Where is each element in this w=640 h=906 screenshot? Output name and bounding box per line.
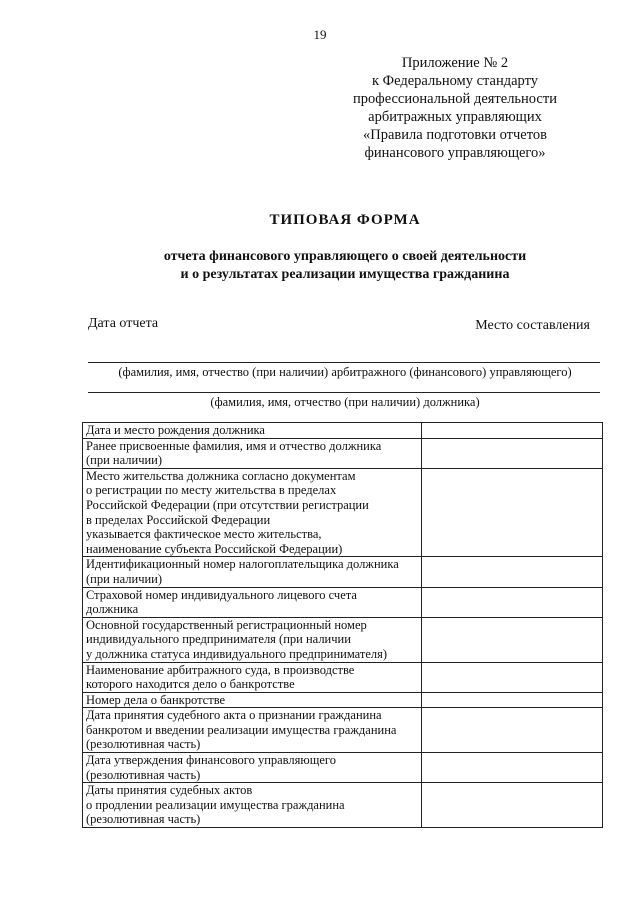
document-subtitle: [90, 248, 600, 284]
row-label: Даты принятия судебных актов о продлении реализации имущества гражданина (резолютивная часть): [83, 783, 422, 828]
row-value: [422, 557, 603, 587]
row-value: [422, 708, 603, 753]
table-row: [83, 708, 603, 753]
row-label: Идентификационный номер налогоплательщика должника (при наличии): [83, 557, 422, 587]
row-value: [422, 753, 603, 783]
row-label: Дата и место рождения должника: [83, 423, 422, 439]
table-row: [83, 692, 603, 708]
page-number: 19: [313, 27, 327, 42]
row-value: [422, 587, 603, 617]
row-label: Страховой номер индивидуального лицевого счета должника: [83, 587, 422, 617]
appendix-line: Приложение № 2: [401, 55, 509, 71]
appendix-line: арбитражных управляющих: [368, 109, 542, 125]
row-value: [422, 468, 603, 557]
appendix-line: профессиональной деятельности: [353, 91, 557, 107]
debtor-name-line: [88, 392, 600, 393]
row-value: [422, 662, 603, 692]
debtor-info-table: [82, 422, 603, 828]
table-row: [83, 783, 603, 828]
row-value: [422, 783, 603, 828]
appendix-header: [330, 54, 580, 162]
table-row: [83, 468, 603, 557]
row-label: Номер дела о банкротстве: [83, 692, 422, 708]
debtor-caption: (фамилия, имя, отчество (при наличии) должника): [210, 395, 480, 409]
table-row: [83, 438, 603, 468]
row-label: Место жительства должника согласно документам о регистрации по месту жительства в пределах Российской Федерации (при отсутствии регистрации в пределах Российской Федерации указывается фактическое место жительства, наименование субъекта Российской Федерации): [83, 468, 422, 557]
place-label: Место составления: [475, 318, 590, 333]
appendix-line: финансового управляющего»: [364, 145, 546, 161]
appendix-line: «Правила подготовки отчетов: [363, 127, 547, 143]
subtitle-line: отчета финансового управляющего о своей деятельности: [163, 249, 527, 264]
row-label: Основной государственный регистрационный номер индивидуального предпринимателя (при наличии у должника статуса индивидуального предпринимателя): [83, 617, 422, 662]
row-value: [422, 617, 603, 662]
row-value: [422, 438, 603, 468]
table-row: [83, 662, 603, 692]
subtitle-line: и о результатах реализации имущества гражданина: [180, 267, 510, 282]
table-row: [83, 617, 603, 662]
report-date-label: Дата отчета: [88, 316, 159, 331]
manager-name-line: [88, 362, 600, 363]
row-value: [422, 423, 603, 439]
row-label: Дата утверждения финансового управляющего (резолютивная часть): [83, 753, 422, 783]
table-row: [83, 587, 603, 617]
table-row: [83, 423, 603, 439]
table-row: [83, 557, 603, 587]
row-label: Дата принятия судебного акта о признании гражданина банкротом и введении реализации имущества гражданина (резолютивная часть): [83, 708, 422, 753]
document-title: ТИПОВАЯ ФОРМА: [269, 212, 421, 228]
appendix-line: к Федеральному стандарту: [371, 73, 539, 89]
table-row: [83, 753, 603, 783]
manager-caption: (фамилия, имя, отчество (при наличии) арбитражного (финансового) управляющего): [118, 365, 572, 379]
row-value: [422, 692, 603, 708]
row-label: Ранее присвоенные фамилия, имя и отчество должника (при наличии): [83, 438, 422, 468]
row-label: Наименование арбитражного суда, в производстве которого находится дело о банкротстве: [83, 662, 422, 692]
